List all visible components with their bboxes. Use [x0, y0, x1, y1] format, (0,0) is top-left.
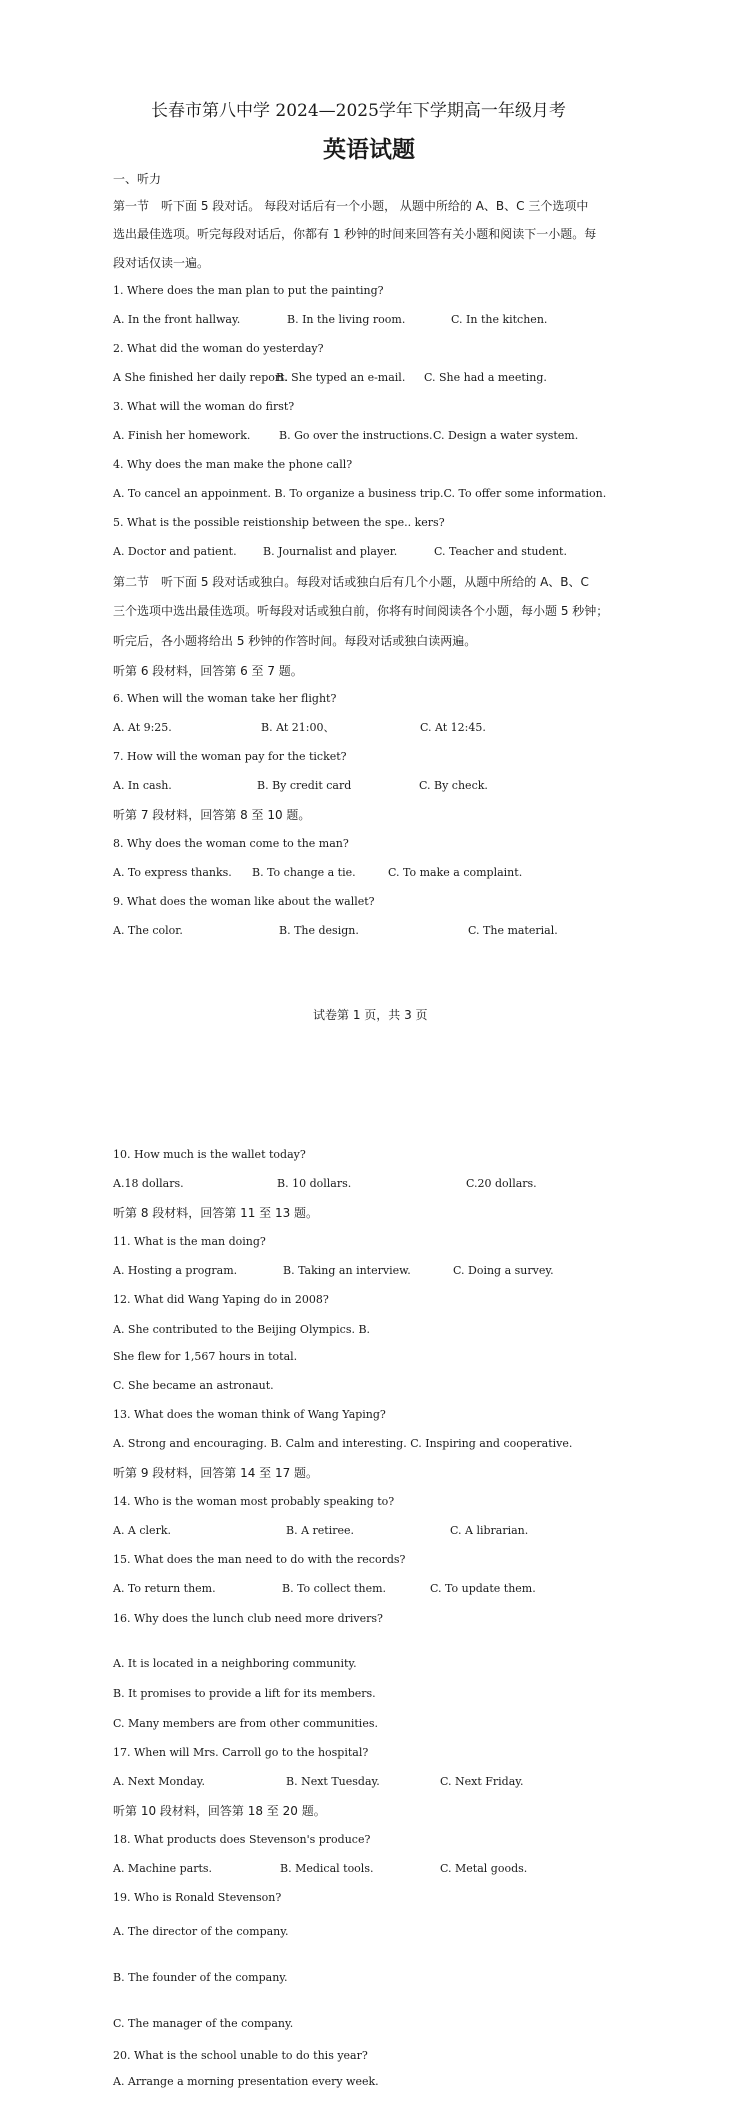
question-15-option-a: A. To return them. [113, 1582, 216, 1595]
question-10-option-c: C.20 dollars. [466, 1177, 537, 1190]
question-19-stem: 19. Who is Ronald Stevenson? [113, 1891, 282, 1904]
question-6-option-c: C. At 12:45. [420, 721, 486, 734]
question-12-option-a: A. She contributed to the Beijing Olympics. B. [113, 1323, 371, 1336]
material-9-heading: 听第 9 段材料，回答第 14 至 17 题。 [113, 1466, 319, 1480]
question-18-stem: 18. What products does Stevenson's produce? [113, 1833, 371, 1846]
question-11-option-a: A. Hosting a program. [113, 1264, 238, 1277]
question-8-option-a: A. To express thanks. [113, 866, 232, 879]
question-9-option-a: A. The color. [113, 924, 183, 937]
exam-subject-title: 英语试题 [323, 136, 415, 163]
question-18-option-a: A. Machine parts. [113, 1862, 213, 1875]
question-9-stem: 9. What does the woman like about the wallet? [113, 895, 375, 908]
question-5-option-a: A. Doctor and patient. [113, 545, 237, 558]
question-16-option-a: A. It is located in a neighboring community. [113, 1657, 357, 1670]
question-1-option-a: A. In the front hallway. [113, 313, 241, 326]
question-8-option-c: C. To make a complaint. [388, 866, 523, 879]
question-9-option-b: B. The design. [279, 924, 359, 937]
question-3-option-b: B. Go over the instructions. [279, 429, 433, 442]
question-12-option-b: She flew for 1,567 hours in total. [113, 1350, 298, 1363]
question-7-option-c: C. By check. [419, 779, 488, 792]
question-10-option-a: A.18 dollars. [113, 1177, 184, 1190]
question-11-option-c: C. Doing a survey. [453, 1264, 554, 1277]
question-19-option-b: B. The founder of the company. [113, 1971, 288, 1984]
question-16-option-c: C. Many members are from other communities. [113, 1717, 378, 1730]
question-16-option-b: B. It promises to provide a lift for its members. [113, 1687, 376, 1700]
section2-instructions-line2: 三个选项中选出最佳选项。听每段对话或独白前，你将有时间阅读各个小题，每小题 5 秒钟； [113, 604, 609, 618]
question-4-stem: 4. Why does the man make the phone call? [113, 458, 353, 471]
question-18-option-c: C. Metal goods. [440, 1862, 528, 1875]
question-3-option-c: C. Design a water system. [433, 429, 579, 442]
section2-instructions-line3: 听完后，各小题将给出 5 秒钟的作答时间。每段对话或独白读两遍。 [113, 634, 477, 648]
question-7-stem: 7. How will the woman pay for the ticket? [113, 750, 347, 763]
question-2-option-b: B. She typed an e-mail. [276, 371, 406, 384]
question-1-option-b: B. In the living room. [287, 313, 406, 326]
question-17-option-a: A. Next Monday. [113, 1775, 206, 1788]
section2-instructions-line1: 第二节 听下面 5 段对话或独白。每段对话或独白后有几个小题，从题中所给的 A、B、C [113, 575, 589, 589]
question-13-options: A. Strong and encouraging. B. Calm and interesting. C. Inspiring and cooperative. [113, 1437, 573, 1450]
question-2-option-a: A She finished her daily report. [113, 371, 289, 384]
question-5-stem: 5. What is the possible reistionship between the spe.. kers? [113, 516, 445, 529]
question-3-stem: 3. What will the woman do first? [113, 400, 295, 413]
section1-instructions-line2: 选出最佳选项。听完每段对话后，你都有 1 秒钟的时间来回答有关小题和阅读下一小题。每 [113, 227, 597, 241]
question-11-stem: 11. What is the man doing? [113, 1235, 266, 1248]
question-6-stem: 6. When will the woman take her flight? [113, 692, 337, 705]
question-10-stem: 10. How much is the wallet today? [113, 1148, 306, 1161]
question-20-stem: 20. What is the school unable to do this year? [113, 2049, 368, 2062]
question-5-option-c: C. Teacher and student. [434, 545, 567, 558]
question-13-stem: 13. What does the woman think of Wang Yaping? [113, 1408, 386, 1421]
question-1-stem: 1. Where does the man plan to put the painting? [113, 284, 384, 297]
question-15-stem: 15. What does the man need to do with the records? [113, 1553, 406, 1566]
question-10-option-b: B. 10 dollars. [277, 1177, 352, 1190]
page-footer: 试卷第 1 页，共 3 页 [313, 1008, 428, 1022]
question-8-stem: 8. Why does the woman come to the man? [113, 837, 349, 850]
question-17-stem: 17. When will Mrs. Carroll go to the hospital? [113, 1746, 369, 1759]
question-15-option-b: B. To collect them. [282, 1582, 387, 1595]
question-15-option-c: C. To update them. [430, 1582, 536, 1595]
question-2-stem: 2. What did the woman do yesterday? [113, 342, 324, 355]
question-18-option-b: B. Medical tools. [280, 1862, 374, 1875]
material-7-heading: 听第 7 段材料，回答第 8 至 10 题。 [113, 808, 311, 822]
question-12-option-c: C. She became an astronaut. [113, 1379, 274, 1392]
question-6-option-b: B. At 21:00、 [261, 721, 335, 734]
question-14-option-c: C. A librarian. [450, 1524, 529, 1537]
material-10-heading: 听第 10 段材料，回答第 18 至 20 题。 [113, 1804, 326, 1818]
question-19-option-a: A. The director of the company. [113, 1925, 289, 1938]
question-7-option-a: A. In cash. [113, 779, 172, 792]
question-1-option-c: C. In the kitchen. [451, 313, 548, 326]
material-8-heading: 听第 8 段材料，回答第 11 至 13 题。 [113, 1206, 319, 1220]
section-heading-listening: 一、听力 [113, 172, 162, 186]
question-14-stem: 14. Who is the woman most probably speaking to? [113, 1495, 395, 1508]
question-6-option-a: A. At 9:25. [113, 721, 172, 734]
question-20-option-a: A. Arrange a morning presentation every week. [113, 2075, 379, 2088]
question-7-option-b: B. By credit card [257, 779, 352, 792]
question-17-option-b: B. Next Tuesday. [286, 1775, 380, 1788]
section1-instructions-line3: 段对话仅读一遍。 [113, 256, 210, 270]
question-16-stem: 16. Why does the lunch club need more drivers? [113, 1612, 383, 1625]
question-12-stem: 12. What did Wang Yaping do in 2008? [113, 1293, 329, 1306]
material-6-heading: 听第 6 段材料，回答第 6 至 7 题。 [113, 664, 303, 678]
question-2-option-c: C. She had a meeting. [424, 371, 547, 384]
question-14-option-a: A. A clerk. [113, 1524, 171, 1537]
question-17-option-c: C. Next Friday. [440, 1775, 524, 1788]
question-3-option-a: A. Finish her homework. [113, 429, 251, 442]
question-19-option-c: C. The manager of the company. [113, 2017, 294, 2030]
question-4-options: A. To cancel an appoinment. B. To organize a business trip.C. To offer some information. [113, 487, 607, 500]
question-5-option-b: B. Journalist and player. [263, 545, 398, 558]
section1-instructions-line1: 第一节 听下面 5 段对话。 每段对话后有一个小题， 从题中所给的 A、B、C 三个选项中 [113, 199, 589, 213]
question-11-option-b: B. Taking an interview. [283, 1264, 411, 1277]
question-9-option-c: C. The material. [468, 924, 558, 937]
question-8-option-b: B. To change a tie. [252, 866, 356, 879]
question-14-option-b: B. A retiree. [286, 1524, 354, 1537]
exam-school-title: 长春市第八中学 2024—2025学年下学期高一年级月考 [151, 101, 566, 121]
